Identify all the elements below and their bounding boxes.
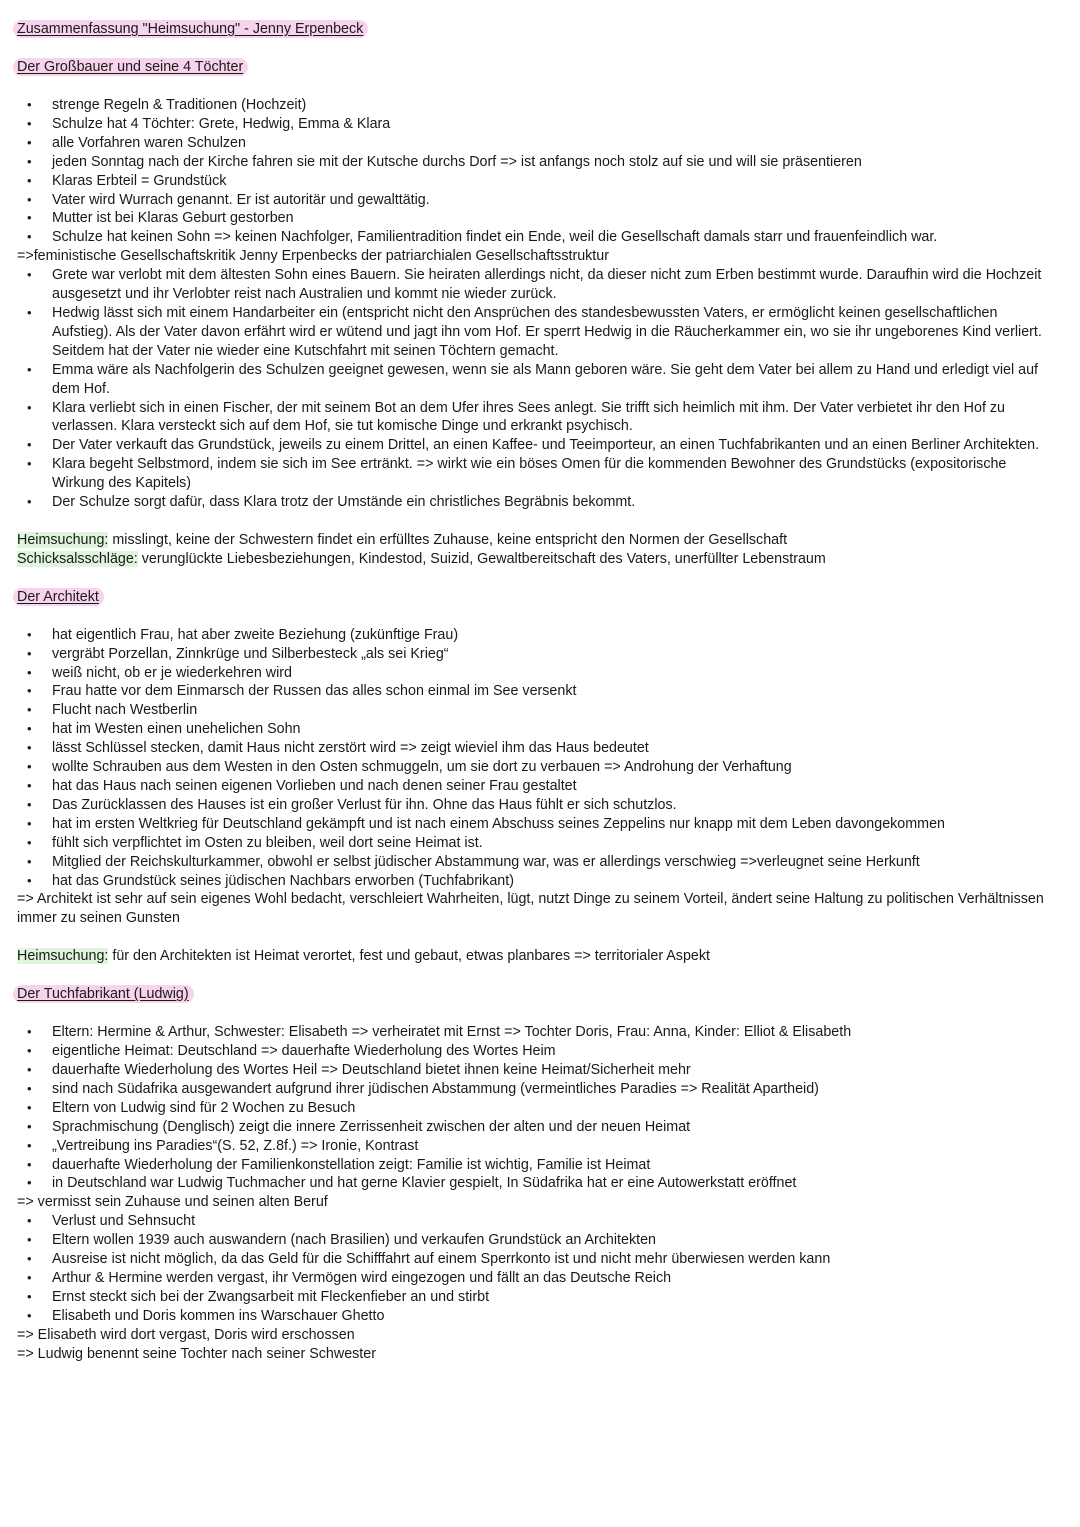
heimsuchung-summary bbox=[17, 947, 1080, 966]
schicksal-text: verunglückte Liebesbeziehungen, Kindestod, Suizid, Gewaltbereitschaft des Vaters, unerfüllter Lebenstraum bbox=[137, 550, 826, 567]
title-highlight: Zusammenfassung "Heimsuchung" - Jenny Erpenbeck bbox=[13, 20, 368, 38]
bullet-item: • eigentliche Heimat: Deutschland => dauerhafte Wiederholung des Wortes Heim bbox=[17, 1042, 1080, 1061]
heimsuchung-label: Heimsuchung: bbox=[17, 531, 109, 548]
bullet-item: • weiß nicht, ob er je wiederkehren wird bbox=[17, 664, 1080, 683]
bullet-item: • Schulze hat keinen Sohn => keinen Nachfolger, Familientradition findet ein Ende, weil die Gesellschaft damals starr und frauenfeindlich war. bbox=[17, 228, 1080, 247]
bullet-item: • wollte Schrauben aus dem Westen in den Osten schmuggeln, um sie dort zu verbauen => Androhung der Verhaftung bbox=[17, 758, 1080, 777]
bullet-item: • Der Schulze sorgt dafür, dass Klara trotz der Umstände ein christliches Begräbnis bekommt. bbox=[17, 493, 1080, 512]
bullet-item: • Das Zurücklassen des Hauses ist ein großer Verlust für ihn. Ohne das Haus fühlt er sich schutzlos. bbox=[17, 796, 1080, 815]
bullet-item: • Elisabeth und Doris kommen ins Warschauer Ghetto bbox=[17, 1307, 1080, 1326]
bullet-item: • in Deutschland war Ludwig Tuchmacher und hat gerne Klavier gespielt, In Südafrika hat er eine Autowerkstatt eröffnet bbox=[17, 1174, 1080, 1193]
bullet-item: • hat eigentlich Frau, hat aber zweite Beziehung (zukünftige Frau) bbox=[17, 626, 1080, 645]
bullet-item: • hat im ersten Weltkrieg für Deutschland gekämpft und ist nach einem Abschuss seines Zeppelins nur knapp mit dem Leben davongekommen bbox=[17, 815, 1080, 834]
conclusion-note: => Ludwig benennt seine Tochter nach seiner Schwester bbox=[17, 1345, 376, 1362]
bullet-item: • jeden Sonntag nach der Kirche fahren sie mit der Kutsche durchs Dorf => ist anfangs noch stolz auf sie und will sie präsentieren bbox=[17, 153, 1080, 172]
bullet-item: • Vater wird Wurrach genannt. Er ist autoritär und gewalttätig. bbox=[17, 191, 1080, 210]
bullet-item: • Eltern von Ludwig sind für 2 Wochen zu Besuch bbox=[17, 1099, 1080, 1118]
document-title bbox=[17, 20, 1080, 39]
bullet-item: • „Vertreibung ins Paradies“(S. 52, Z.8f.) => Ironie, Kontrast bbox=[17, 1137, 1080, 1156]
spacer bbox=[17, 928, 1080, 947]
bullet-item: • Klara begeht Selbstmord, indem sie sich im See ertränkt. => wirkt wie ein böses Omen für die kommenden Bewohner des Grundstücks (expositorische Wirkung des Kapitels) bbox=[17, 455, 1080, 493]
bullet-item: • hat das Haus nach seinen eigenen Vorlieben und nach denen seiner Frau gestaltet bbox=[17, 777, 1080, 796]
bullet-item: • hat im Westen einen unehelichen Sohn bbox=[17, 720, 1080, 739]
section-heading-highlight: Der Tuchfabrikant (Ludwig) bbox=[13, 985, 194, 1003]
bullet-item: • Hedwig lässt sich mit einem Handarbeiter ein (entspricht nicht den Ansprüchen des standesbewussten Vaters, er ermöglicht keinen gesellschaftlichen Aufstieg). Als der Vater davon erfährt wird er wütend und jagt ihn vom Hof. Er sperrt Hedwig in die Räucherkammer ein, wo sie ihr ungeborenes Kind verliert. Seitdem hat der Vater nie wieder eine Kutschfahrt mit seinen Töchtern gemacht. bbox=[17, 304, 1080, 361]
section-heading-grossbauer bbox=[17, 58, 1080, 77]
heimsuchung-text: für den Architekten ist Heimat verortet, fest und gebaut, etwas planbares => territorialer Aspekt bbox=[108, 948, 710, 965]
bullet-item: • Grete war verlobt mit dem ältesten Sohn eines Bauern. Sie heiraten allerdings nicht, da dieser nicht zum Erben bestimmt wurde. Daraufhin wird die Hochzeit ausgesetzt und ihr Verlobter reist nach Australien und kommt nie wieder zurück. bbox=[17, 266, 1080, 304]
heimsuchung-summary bbox=[17, 531, 1080, 550]
section-heading-architekt bbox=[17, 588, 1080, 607]
conclusion-note: =>feministische Gesellschaftskritik Jenny Erpenbecks der patriarchialen Gesellschaftsstruktur bbox=[17, 248, 609, 265]
bullet-item: • Schulze hat 4 Töchter: Grete, Hedwig, Emma & Klara bbox=[17, 115, 1080, 134]
spacer bbox=[17, 77, 1080, 96]
bullet-item: • alle Vorfahren waren Schulzen bbox=[17, 134, 1080, 153]
bullet-item: • dauerhafte Wiederholung des Wortes Heil => Deutschland bietet ihnen keine Heimat/Sicherheit mehr bbox=[17, 1061, 1080, 1080]
bullet-item: • Frau hatte vor dem Einmarsch der Russen das alles schon einmal im See versenkt bbox=[17, 682, 1080, 701]
bullet-item: • Mitglied der Reichskulturkammer, obwohl er selbst jüdischer Abstammung war, was er allerdings verschwieg =>verleugnet seine Herkunft bbox=[17, 853, 1080, 872]
schicksal-summary bbox=[17, 550, 1080, 569]
bullet-item: • vergräbt Porzellan, Zinnkrüge und Silberbesteck „als sei Krieg“ bbox=[17, 645, 1080, 664]
bullet-list bbox=[17, 626, 1080, 891]
bullet-item: • Ernst steckt sich bei der Zwangsarbeit mit Fleckenfieber an und stirbt bbox=[17, 1288, 1080, 1307]
spacer bbox=[17, 607, 1080, 626]
bullet-item: • hat das Grundstück seines jüdischen Nachbars erworben (Tuchfabrikant) bbox=[17, 872, 1080, 891]
conclusion-note: => Elisabeth wird dort vergast, Doris wird erschossen bbox=[17, 1326, 355, 1343]
spacer bbox=[17, 569, 1080, 588]
bullet-list bbox=[17, 266, 1080, 512]
bullet-item: • Eltern: Hermine & Arthur, Schwester: Elisabeth => verheiratet mit Ernst => Tochter Doris, Frau: Anna, Kinder: Elliot & Elisabeth bbox=[17, 1023, 1080, 1042]
bullet-item: • Sprachmischung (Denglisch) zeigt die innere Zerrissenheit zwischen der alten und der neuen Heimat bbox=[17, 1118, 1080, 1137]
bullet-item: • fühlt sich verpflichtet im Osten zu bleiben, weil dort seine Heimat ist. bbox=[17, 834, 1080, 853]
section-heading-tuchfabrikant bbox=[17, 985, 1080, 1004]
heimsuchung-label: Heimsuchung: bbox=[17, 948, 109, 965]
bullet-item: • Emma wäre als Nachfolgerin des Schulzen geeignet gewesen, wenn sie als Mann geboren wäre. Sie geht dem Vater bei allem zu Hand und erledigt viel auf dem Hof. bbox=[17, 361, 1080, 399]
bullet-item: • Flucht nach Westberlin bbox=[17, 701, 1080, 720]
bullet-item: • Der Vater verkauft das Grundstück, jeweils zu einem Drittel, an einen Kaffee- und Teeimporteur, an einen Tuchfabrikanten und an einen Berliner Architekten. bbox=[17, 436, 1080, 455]
bullet-item: • dauerhafte Wiederholung der Familienkonstellation zeigt: Familie ist wichtig, Familie ist Heimat bbox=[17, 1156, 1080, 1175]
bullet-item: • Arthur & Hermine werden vergast, ihr Vermögen wird eingezogen und fällt an das Deutsche Reich bbox=[17, 1269, 1080, 1288]
section-heading-highlight: Der Großbauer und seine 4 Töchter bbox=[13, 58, 248, 76]
conclusion-note: => Architekt ist sehr auf sein eigenes Wohl bedacht, verschleiert Wahrheiten, lügt, nutzt Dinge zu seinem Vorteil, ändert seine Haltung zu politischen Verhältnissen immer zu seinen Gunsten bbox=[17, 891, 1044, 927]
bullet-item: • sind nach Südafrika ausgewandert aufgrund ihrer jüdischen Abstammung (vermeintliches Paradies => Realität Apartheid) bbox=[17, 1080, 1080, 1099]
bullet-list bbox=[17, 1023, 1080, 1193]
bullet-item: • Eltern wollen 1939 auch auswandern (nach Brasilien) und verkaufen Grundstück an Architekten bbox=[17, 1231, 1080, 1250]
schicksal-label: Schicksalsschläge: bbox=[17, 550, 138, 567]
bullet-item: • Klaras Erbteil = Grundstück bbox=[17, 172, 1080, 191]
spacer bbox=[17, 512, 1080, 531]
conclusion-note: => vermisst sein Zuhause und seinen alten Beruf bbox=[17, 1194, 328, 1211]
spacer bbox=[17, 966, 1080, 985]
bullet-item: • Klara verliebt sich in einen Fischer, der mit seinem Bot an dem Ufer ihres Sees anlegt. Sie trifft sich heimlich mit ihm. Der Vater verbietet ihr den Hof zu verlassen. Klara versteckt sich auf dem Hof, sie tut komische Dinge und erkrankt psychisch. bbox=[17, 399, 1080, 437]
bullet-item: • Ausreise ist nicht möglich, da das Geld für die Schifffahrt auf einem Sperrkonto ist und nicht mehr überwiesen werden kann bbox=[17, 1250, 1080, 1269]
bullet-list bbox=[17, 1212, 1080, 1325]
section-heading-highlight: Der Architekt bbox=[13, 588, 104, 606]
bullet-list bbox=[17, 96, 1080, 247]
heimsuchung-text: misslingt, keine der Schwestern findet ein erfülltes Zuhause, keine entspricht den Normen der Gesellschaft bbox=[108, 531, 788, 548]
bullet-item: • Mutter ist bei Klaras Geburt gestorben bbox=[17, 209, 1080, 228]
bullet-item: • lässt Schlüssel stecken, damit Haus nicht zerstört wird => zeigt wieviel ihm das Haus bedeutet bbox=[17, 739, 1080, 758]
bullet-item: • strenge Regeln & Traditionen (Hochzeit) bbox=[17, 96, 1080, 115]
bullet-item: • Verlust und Sehnsucht bbox=[17, 1212, 1080, 1231]
spacer bbox=[17, 1004, 1080, 1023]
